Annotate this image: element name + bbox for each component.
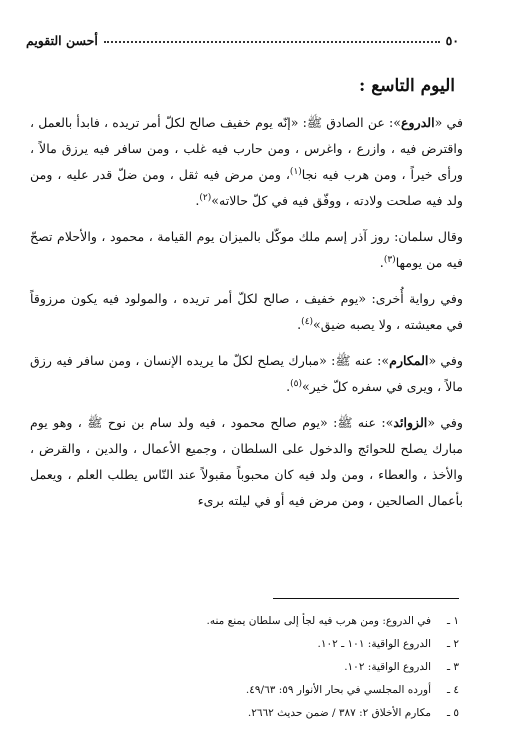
- paragraph-text: ، ومن مرض فيه ثقل ، ومن ضلّ قدر عليه ، ومن ولد فيه صلحت ولادته ، ووفّق فيه في كلّ حالاته»: [30, 167, 463, 208]
- running-header: [26, 30, 459, 50]
- footnote-separator: [273, 598, 459, 599]
- paragraph-4: [30, 348, 463, 400]
- footnote-number: ١ ـ: [446, 615, 459, 627]
- footnote-text: الدروع الواقية: ١٠٢.: [344, 661, 431, 673]
- paragraph-lead: وفي «: [428, 353, 464, 368]
- paragraph-1: [30, 110, 463, 214]
- footnote-text: مكارم الأخلاق ٢: ٣٨٧ / ضمن حديث ٢٦٦٢.: [247, 707, 431, 719]
- footnote-item: [30, 633, 459, 656]
- paragraph-tail: .: [195, 193, 200, 208]
- paragraph-text: »: عن الصادق ﷺ: «إنّه يوم خفيف صالح لكلّ أمر تريده ، فابدأ بالعمل ، واقترض فيه ، وازرع ، واغرس ، ومن حارب فيه غلب ، ومن سافر فيه يرزق مالاً ، ورأى خيراً ، ومن هرب فيه نجا: [30, 115, 463, 182]
- paragraph-text: وفي رواية أُخرى: «يوم خفيف ، صالح لكلّ أمر تريده ، والمولود فيه يكون مرزوقاً في معيشته ، ولا يصبه ضيق»: [30, 291, 463, 332]
- paragraph-text: »: عنه ﷺ: «يوم صالح محمود ، فيه ولد سام بن نوح ﷺ ، وهو يوم مبارك يصلح للحوائج والدخول على السلطان ، وجميع الأعمال ، والدين ، والقرض ، والأخذ ، والعطاء ، ومن ولد فيه كان محبوباً مقبولاً عند النّاس يطلب العلم ، ويعمل بأعمال الصالحين ، ومن مرض فيه أو في ليلته برىء: [30, 415, 463, 508]
- header-leader-dots: [104, 41, 440, 43]
- section-title: اليوم التاسع :: [359, 76, 455, 96]
- main-text: [30, 110, 463, 524]
- paragraph-text: وقال سلمان: روز آذر إسم ملك موكّل بالميزان يوم القيامة ، محمود ، والأحلام تصحّ فيه من يومها: [30, 229, 463, 270]
- source-name: الزوائد: [393, 415, 428, 430]
- paragraph-5: [30, 410, 463, 514]
- footnote-ref: (٤): [301, 316, 314, 327]
- source-name: المكارم: [389, 353, 429, 368]
- footnotes: [30, 610, 459, 725]
- footnote-ref: (٢): [199, 192, 212, 203]
- footnote-number: ٢ ـ: [446, 638, 459, 650]
- footnote-number: ٤ ـ: [446, 684, 459, 696]
- footnote-ref: (٥): [290, 378, 302, 389]
- page-number: ٥٠: [445, 32, 459, 48]
- footnote-item: [30, 702, 459, 725]
- footnote-number: ٣ ـ: [446, 661, 459, 673]
- source-name: الدروع: [401, 115, 435, 130]
- paragraph-tail: .: [297, 317, 302, 332]
- footnote-item: [30, 679, 459, 702]
- footnote-item: [30, 656, 459, 679]
- footnote-text: الدروع الواقية: ١٠١ ـ ١٠٢.: [317, 638, 431, 650]
- paragraph-tail: .: [286, 379, 291, 394]
- footnote-number: ٥ ـ: [446, 707, 459, 719]
- footnote-text: أورده المجلسي في بحار الأنوار ٥٩: ٤٩/٦٣.: [245, 684, 431, 696]
- footnote-ref: (٣): [383, 254, 396, 265]
- paragraph-tail: .: [379, 255, 384, 270]
- book-title: أحسن التقويم: [26, 32, 98, 48]
- paragraph-2: [30, 224, 463, 276]
- footnote-text: في الدروع: ومن هرب فيه لجأ إلى سلطان يمنع منه.: [206, 615, 431, 627]
- footnote-ref: (١): [289, 166, 302, 177]
- paragraph-lead: وفي «: [427, 415, 463, 430]
- footnote-item: [30, 610, 459, 633]
- paragraph-text: »: عنه ﷺ: «مبارك يصلح لكلّ ما يريده الإنسان ، ومن سافر فيه رزق مالاً ، ويرى في سفره كلّ خير»: [30, 353, 463, 394]
- paragraph-3: [30, 286, 463, 338]
- paragraph-lead: في «: [434, 115, 463, 130]
